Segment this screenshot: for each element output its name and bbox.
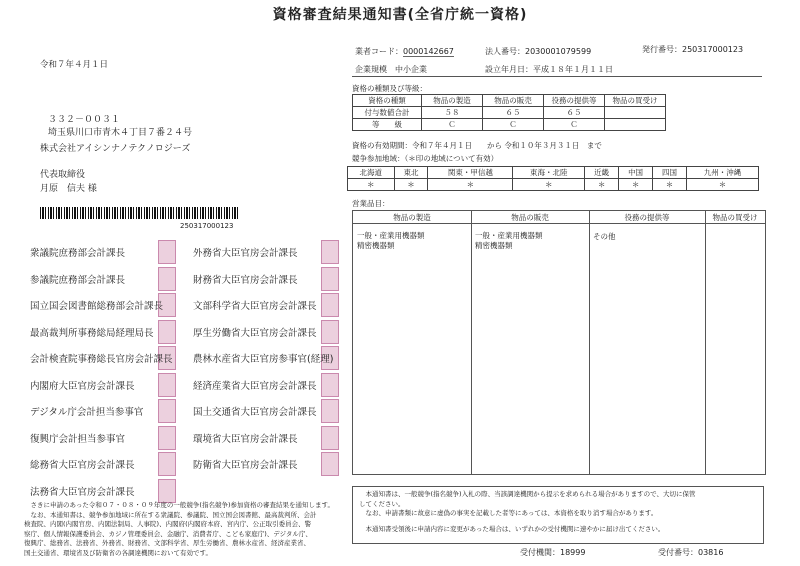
office-entry <box>30 373 180 395</box>
region-name: 東北 <box>394 167 428 179</box>
office-entry <box>30 426 180 448</box>
grade-row <box>353 119 666 131</box>
official-seal-icon <box>321 373 339 397</box>
office-entry <box>193 373 343 395</box>
office-entry <box>193 293 343 315</box>
official-seal-icon <box>321 426 339 450</box>
office-entry <box>193 267 343 289</box>
office-entry <box>30 452 180 474</box>
region-table <box>347 166 759 191</box>
vendor-code: 業者コード：0000142667 <box>355 47 454 56</box>
region-mark: ＊ <box>653 179 687 191</box>
postal-code: ３３２－００３１ <box>48 115 121 125</box>
grade-row <box>353 107 666 119</box>
official-seal-icon <box>158 267 176 291</box>
grade-cell: Ｃ <box>422 119 483 131</box>
official-seal-icon <box>158 452 176 476</box>
barcode-number: 250317000123 <box>180 222 234 230</box>
office-entry <box>30 479 180 501</box>
region-mark: ＊ <box>394 179 428 191</box>
office-entry <box>30 346 180 368</box>
office-name: 文部科学省大臣官房会計課長 <box>193 301 317 312</box>
official-seal-icon <box>158 320 176 344</box>
office-name: 衆議院庶務部会計課長 <box>30 248 126 259</box>
region-mark: ＊ <box>585 179 619 191</box>
office-name: 最高裁判所事務総局経理局長 <box>30 327 154 339</box>
office-entry <box>193 346 343 368</box>
region-name: 九州・沖縄 <box>686 167 758 179</box>
office-name: 復興庁会計担当参事官 <box>30 433 126 445</box>
office-name: 厚生労働省大臣官房会計課長 <box>193 327 317 339</box>
office-entry <box>193 452 343 474</box>
grade-cell: Ｃ <box>483 119 544 131</box>
office-name: デジタル庁会計担当参事官 <box>30 407 144 418</box>
business-table <box>352 210 766 475</box>
official-seal-icon <box>158 399 176 423</box>
issue-number: 発行番号：250317000123 <box>642 45 744 54</box>
office-name: 総務省大臣官房会計課長 <box>30 460 135 471</box>
region-name: 北海道 <box>348 167 395 179</box>
official-seal-icon <box>321 452 339 476</box>
region-name: 近畿 <box>585 167 619 179</box>
office-name: 経済産業省大臣官房会計課長 <box>193 380 317 392</box>
business-header-services: 役務の提供等 <box>624 213 670 222</box>
region-name: 東海・北陸 <box>513 167 585 179</box>
grade-table <box>352 94 666 131</box>
notes-text: 本通知書は、一般競争(指名競争)入札の際、当該調達機関から提示を求められる場合がありますので、大切に保管 してください。 なお、申請書類に故意に虚偽の事実を記載した者等にあっては、本資格を取り消す場合があります。 本通知書受領後に申請内容に変更があった場合は、いずれかの受付機関に速やかに届け出てください。 <box>359 490 696 533</box>
company-scale: 企業規模 中小企業 <box>355 65 427 74</box>
office-entry <box>30 293 180 315</box>
footer-notice: さきに申請のあった令和０７・０８・０９年度の一般競争(指名競争)参加資格の審査結果を通知します。 なお、本通知書は、競争参加地域に所在する衆議院、参議院、国立国会図書館、最高裁判所、会計 検査院、内閣(内閣官房、内閣法制局、人事院)、内閣府(内閣府本府、宮内庁、公正取引委員会、警 察庁、個人情報保護委員会、カジノ管理委員会、金融庁、消費者庁、こども家庭庁)、デジタル庁、 復興庁、総務省、法務省、外務省、財務省、文部科学省、厚生労働省、農林水産省、経済産業省、 国土交通省、環境省及び防衛省の各調達機関において有効です。 <box>24 501 334 557</box>
official-seal-icon <box>158 479 176 503</box>
barcode <box>40 207 240 219</box>
office-name: 外務省大臣官房会計課長 <box>193 248 298 259</box>
official-seal-icon <box>158 240 176 264</box>
region-label: 競争参加地域：（＊印の地域について有効） <box>352 154 499 163</box>
official-seal-icon <box>321 267 339 291</box>
grade-cell: ６５ <box>544 107 605 119</box>
official-seal-icon <box>158 373 176 397</box>
office-name: 財務省大臣官房会計課長 <box>193 274 298 286</box>
office-entry <box>193 399 343 421</box>
office-name: 会計検査院事務総長官房会計課長 <box>30 354 173 365</box>
grade-cell: 付与数値合計 <box>353 107 422 119</box>
region-name: 中国 <box>619 167 653 179</box>
corporate-number: 法人番号：2030001079599 <box>485 47 592 56</box>
notes-box <box>352 486 764 544</box>
founded-date: 設立年月日：平成１８年１月１１日 <box>485 65 613 74</box>
office-name: 防衛省大臣官房会計課長 <box>193 460 298 471</box>
grade-cell: Ｃ <box>544 119 605 131</box>
business-header-purchase: 物品の買受け <box>712 213 758 222</box>
grade-cell: 物品の買受け <box>605 95 666 107</box>
business-label: 営業品目： <box>352 199 390 208</box>
office-name: 参議院庶務部会計課長 <box>30 274 126 286</box>
office-entry <box>30 267 180 289</box>
region-mark: ＊ <box>686 179 758 191</box>
office-name: 環境省大臣官房会計課長 <box>193 433 298 445</box>
official-seal-icon <box>321 399 339 423</box>
business-sales-items: 一般・産業用機器類 精密機器類 <box>475 231 543 250</box>
grade-cell: 物品の製造 <box>422 95 483 107</box>
office-entry <box>193 426 343 448</box>
grade-cell <box>605 107 666 119</box>
region-mark: ＊ <box>619 179 653 191</box>
grade-cell: ６５ <box>483 107 544 119</box>
region-mark: ＊ <box>513 179 585 191</box>
official-seal-icon <box>321 320 339 344</box>
region-mark-row <box>348 179 759 191</box>
grade-cell: 等 級 <box>353 119 422 131</box>
grade-cell: 役務の提供等 <box>544 95 605 107</box>
region-name: 関東・甲信越 <box>428 167 513 179</box>
grade-cell: 物品の販売 <box>483 95 544 107</box>
office-entry <box>193 320 343 342</box>
office-name: 内閣府大臣官房会計課長 <box>30 380 135 392</box>
issue-date: 令和７年４月１日 <box>40 60 109 70</box>
address: 埼玉県川口市青木４丁目７番２４号 <box>48 128 193 138</box>
office-name: 国土交通省大臣官房会計課長 <box>193 407 317 418</box>
official-seal-icon <box>158 426 176 450</box>
region-name: 四国 <box>653 167 687 179</box>
grade-section-label: 資格の種類及び等級： <box>352 84 427 93</box>
official-seal-icon <box>321 293 339 317</box>
office-entry <box>193 240 343 262</box>
office-name: 農林水産省大臣官房参事官(経理) <box>193 354 334 365</box>
office-name: 国立国会図書館総務部会計課長 <box>30 301 164 312</box>
business-manufacture-items: 一般・産業用機器類 精密機器類 <box>357 231 425 250</box>
office-entry <box>30 399 180 421</box>
business-header-manufacture: 物品の製造 <box>393 213 431 222</box>
receipt-number: 受付番号：03816 <box>658 548 724 557</box>
rep-name: 月原 信夫 様 <box>40 184 97 194</box>
office-entry <box>30 240 180 262</box>
region-name-row <box>348 167 759 179</box>
official-seal-icon <box>321 240 339 264</box>
office-name: 法務省大臣官房会計課長 <box>30 486 135 498</box>
receipt-agency: 受付機関：18999 <box>520 548 586 557</box>
business-services-items: その他 <box>593 232 616 241</box>
company-name: 株式会社アイシンナノテクノロジーズ <box>40 144 191 154</box>
grade-cell: 資格の種類 <box>353 95 422 107</box>
office-entry <box>30 320 180 342</box>
grade-cell <box>605 119 666 131</box>
validity-period: 資格の有効期間：令和７年４月１日 から 令和１０年３月３１日 まで <box>352 141 602 150</box>
business-header-sales: 物品の販売 <box>511 213 549 222</box>
grade-cell: ５８ <box>422 107 483 119</box>
grade-header-row <box>353 95 666 107</box>
page-title: 資格審査結果通知書(全省庁統一資格) <box>272 7 528 23</box>
region-mark: ＊ <box>428 179 513 191</box>
rep-title: 代表取締役 <box>40 170 86 180</box>
region-mark: ＊ <box>348 179 395 191</box>
